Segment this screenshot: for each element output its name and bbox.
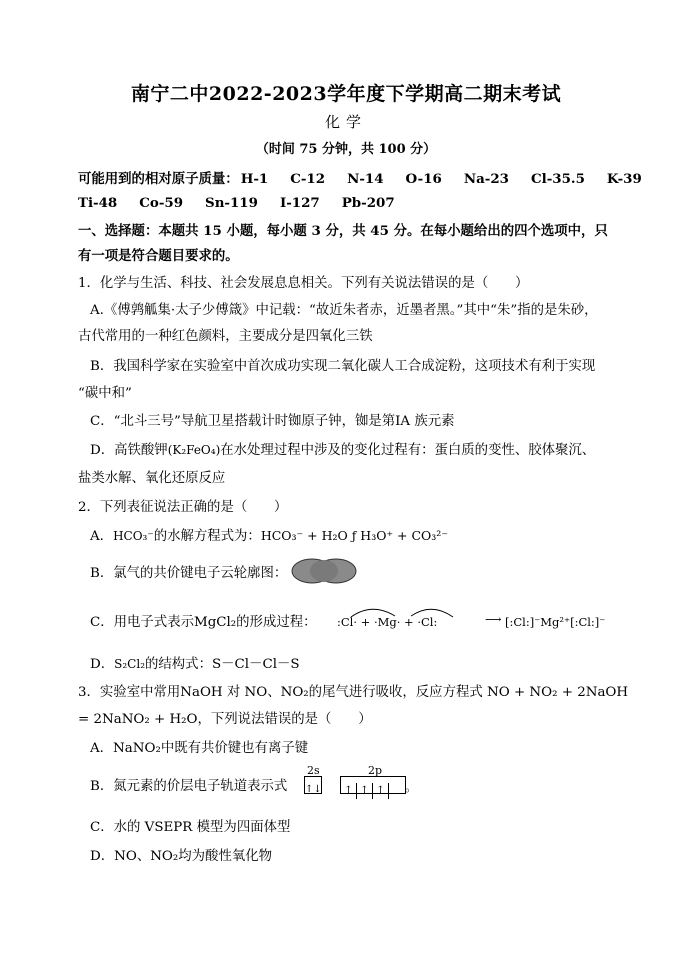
q1-option-b-line1: B．我国科学家在实验室中首次成功实现二氧化碳人工合成淀粉，这项技术有利于实现 <box>90 359 596 374</box>
q2-option-c: C．用电子式表示MgCl₂的形成过程： <box>90 615 317 630</box>
orbital-period: 。 <box>405 780 418 794</box>
s2cl2-formula: S₂Cl₂ <box>114 657 146 671</box>
q3-option-c: C．水的 VSEPR 模型为四面体型 <box>90 820 291 835</box>
orbital-2p-cell-1: ↑ <box>341 783 357 799</box>
atomic-masses-row1: 可能用到的相对原子质量： H-1 C-12 N-14 O-16 Na-23 Cl-35.5 K-39 <box>78 168 664 187</box>
exam-time-info: （时间 75 分钟，共 100 分） <box>255 142 437 157</box>
hco3-ion: HCO₃⁻ <box>113 529 154 543</box>
q1-option-a-line2: 古代常用的一种红色颜料，主要成分是四氧化三铁 <box>78 329 373 344</box>
q2-option-a: A．HCO₃⁻的水解方程式为：HCO₃⁻ + H₂O ƒ H₃O⁺ + CO₃²⁻ <box>90 528 448 544</box>
orbital-2p-cell-2: ↑ <box>357 783 373 799</box>
orbital-2p-cell-3: ↑ <box>373 783 389 799</box>
mgcl2-formula: MgCl₂ <box>193 615 237 630</box>
atomic-masses-row2: Ti-48 Co-59 Sn-119 I-127 Pb-207 <box>78 195 395 211</box>
orbital-2p-cell-empty <box>389 777 405 793</box>
section-intro-line1: 一、选择题：本题共 15 小题，每小题 3 分，共 45 分。在每小题给出的四个选项中，只 <box>78 223 608 239</box>
q1-option-d-line2: 盐类水解、氧化还原反应 <box>78 471 226 486</box>
orbital-2s-cell: ↑↓ <box>305 784 322 795</box>
q3-option-d: D．NO、NO₂均为酸性氧化物 <box>90 849 273 864</box>
product-electron-dot: [:Cl:]⁻Mg²⁺[:Cl:]⁻ <box>505 615 606 629</box>
hydrolysis-equation: HCO₃⁻ + H₂O ƒ H₃O⁺ + CO₃²⁻ <box>260 528 448 543</box>
nitrogen-orbital-diagram <box>304 764 418 796</box>
q1-stem: 1．化学与生活、科技、社会发展息息相关。下列有关说法错误的是（ ） <box>78 276 529 291</box>
q2-stem: 2．下列表征说法正确的是（ ） <box>78 500 288 515</box>
atomic-masses-label: 可能用到的相对原子质量： <box>78 171 239 187</box>
orbital-2p-box <box>340 776 406 794</box>
exam-subject: 化学 <box>324 113 367 131</box>
reactants-electron-dot: :Cl· + ·Mg· + ·Cl: <box>337 615 438 629</box>
q1-option-b-line2: “碳中和” <box>78 386 132 401</box>
q3-option-b: B．氮元素的价层电子轨道表示式 <box>90 779 288 794</box>
mgcl2-formation-diagram <box>337 604 606 636</box>
q2-option-b: B．氯气的共价键电子云轮廓图： <box>90 566 288 581</box>
cloud-overlap <box>310 560 338 582</box>
q2-option-d: D．S₂Cl₂的结构式：S－Cl－Cl－S <box>90 657 300 672</box>
orbital-2s-box <box>304 776 322 794</box>
q1-option-a-line1: A.《傅鹑觚集·太子少傅箴》中记载：“故近朱者赤，近墨者黑。”其中“朱”指的是朱砂， <box>90 303 598 318</box>
q3-option-a: A．NaNO₂中既有共价键也有离子键 <box>90 741 309 756</box>
exam-title: 南宁二中2022-2023学年度下学期高二期末考试 <box>130 83 562 105</box>
reaction-arrow: ⟶ <box>485 612 502 626</box>
q1-option-d-line1: D．高铁酸钾(K₂FeO₄)在水处理过程中涉及的变化过程有：蛋白质的变性、胶体聚沉、 <box>90 443 596 458</box>
section-intro-line2: 有一项是符合题目要求的。 <box>78 248 239 264</box>
orbital-2s-label: 2s <box>307 764 320 777</box>
q3-stem-line1: 3．实验室中常用NaOH 对 NO、NO₂的尾气进行吸收，反应方程式 NO + NO₂ + 2NaOH <box>78 685 629 700</box>
chlorine-electron-cloud-diagram <box>288 556 360 586</box>
k2feo4-formula: (K₂FeO₄) <box>167 443 221 457</box>
q1-option-c: C．“北斗三号”导航卫星搭载计时铷原子钟，铷是第ⅠA 族元素 <box>90 414 455 429</box>
q3-stem-line2: = 2NaNO₂ + H₂O，下列说法错误的是（ ） <box>78 712 372 727</box>
orbital-2p-label: 2p <box>368 764 383 777</box>
